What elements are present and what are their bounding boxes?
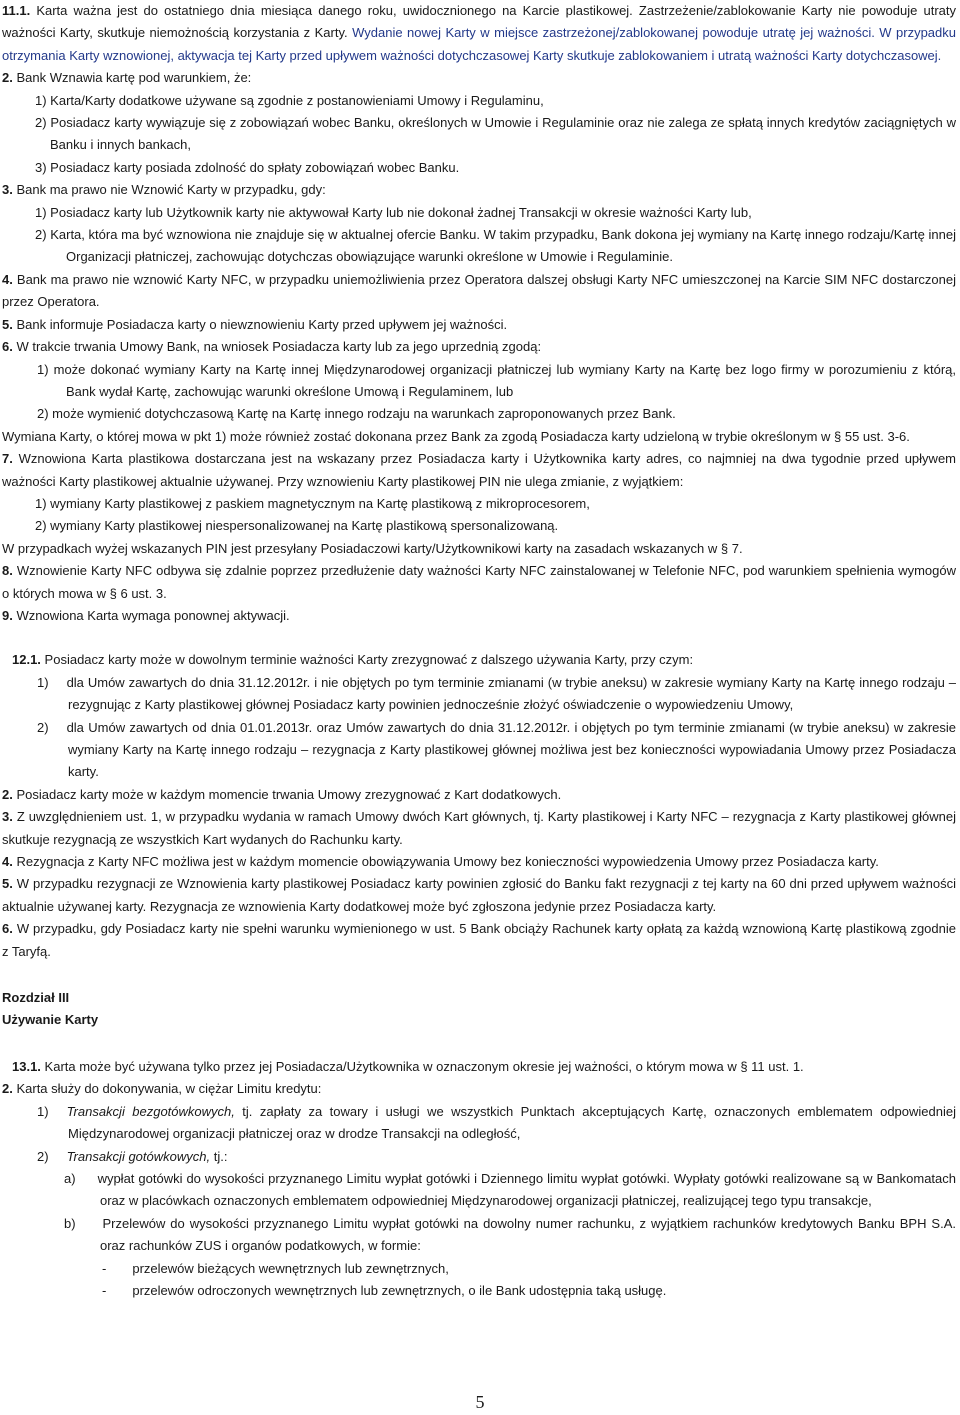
- list-marker: b): [64, 1215, 76, 1231]
- spacer: [2, 627, 956, 649]
- paragraph-number: 5.: [2, 876, 13, 892]
- paragraph-text: Karta może być używana tylko przez jej Posiadacza/Użytkownika w oznaczonym okresie jej ważności, o którym mowa w § 11 ust. 1.: [44, 1058, 804, 1074]
- list-item: 2) Karta, która ma być wznowiona nie znajduje się w aktualnej ofercie Banku. W takim przypadku, Bank dokona jej wymiany na Kartę innego rodzaju/Kartę innej Organizacji płatniczej, zachowując dotychczas obowiązujące warunki określone w Umowie i Regulaminie.: [35, 227, 956, 265]
- list-text: wypłat gotówki do wysokości przyznanego Limitu wypłat gotówki i Dziennego limitu wypłat gotówki. Wypłaty gotówki realizowane są w Bankomatach oraz w placówkach oznaczonych emblematem odpowiedniej Międzynarodowej organizacji płatniczej, realizującej tego typu transakcje,: [97, 1170, 956, 1209]
- list-text: dla Umów zawartych do dnia 31.12.2012r. i nie objętych po tym terminie zmianami (w trybie aneksu) w zakresie wymiany Karty na Kartę innego rodzaju – rezygnując z Karty plastikowej głównej Posiadacz karty powinien jednocześnie złożyć oświadczenie o wypowiedzeniu Umowy,: [66, 674, 956, 713]
- paragraph-number: 8.: [2, 563, 13, 579]
- paragraph-text: Posiadacz karty może w dowolnym terminie ważności Karty zrezygnować z dalszego używania Karty, przy czym:: [44, 652, 694, 668]
- list-marker: -: [102, 1282, 107, 1298]
- paragraph-11-2: [2, 67, 956, 89]
- paragraph-text: Posiadacz karty może w każdym momencie trwania Umowy zrezygnować z Kart dodatkowych.: [16, 786, 562, 802]
- paragraph-text: Rezygnacja z Karty NFC możliwa jest w każdym momencie obowiązywania Umowy bez konieczności wypowiedzenia Umowy przez Posiadacza karty.: [16, 854, 879, 870]
- paragraph-number: 11.1.: [2, 3, 31, 18]
- paragraph-13-1: [2, 1056, 956, 1078]
- paragraph-11-6: [2, 336, 956, 358]
- list-marker: a): [64, 1170, 76, 1186]
- paragraph-12-4: [2, 851, 956, 873]
- list-item: [2, 717, 956, 784]
- dash-list-item: [2, 1280, 956, 1302]
- list-text: Przelewów do wysokości przyznanego Limitu wypłat gotówki na dowolny numer rachunku, z wyjątkiem rachunków kredytowych Banku BPH S.A. oraz rachunków ZUS i organów podatkowych, w formie:: [97, 1215, 956, 1254]
- paragraph-11-7: [2, 448, 956, 493]
- paragraph-text: Bank informuje Posiadacza karty o niewznowieniu Karty przed upływem jej ważności.: [16, 316, 508, 332]
- paragraph-number: 2.: [2, 786, 13, 802]
- paragraph-number: 3.: [2, 182, 13, 198]
- paragraph-text: Bank ma prawo nie wznowić Karty NFC, w przypadku uniemożliwienia przez Operatora dalszej obsługi Karty NFC umieszczonej na Karcie SIM NFC dostarczonej przez Operatora.: [2, 271, 956, 310]
- term-emphasis: Transakcji gotówkowych,: [66, 1148, 211, 1164]
- paragraph-number: 4.: [2, 854, 13, 870]
- paragraph-text: Wznowiona Karta wymaga ponownej aktywacji.: [16, 607, 290, 623]
- paragraph-number: 6.: [2, 339, 13, 355]
- paragraph-text: Wznowienie Karty NFC odbywa się zdalnie poprzez przedłużenie daty ważności Karty NFC zainstalowanej w Telefonie NFC, pod warunkiem spełnienia wymogów o których mowa w § 6 ust. 3.: [2, 563, 956, 601]
- paragraph-number: 7.: [2, 451, 13, 467]
- sub-list-item: [2, 1168, 956, 1213]
- paragraph-text-highlighted: Wydanie nowej Karty w miejsce zastrzeżonej/zablokowanej powoduje utratę jej ważności. W przypadku otrzymania Karty wznowionej, aktywacja tej Karty przed upływem ważności dotychczasowej Karty skutkuje zablokowaniem i utratą ważności Karty dotychczasowej.: [2, 25, 956, 63]
- paragraph-12-5: [2, 873, 956, 918]
- list-item: [2, 1101, 956, 1146]
- paragraph-11-9: [2, 605, 956, 627]
- list-text: tj. zapłaty za towary i usługi we wszystkich Punktach akceptujących Kartę, oznaczonych emblematem odpowiedniej Międzynarodowej organizacji płatniczej oraz w drodze Transakcji na odległość,: [68, 1103, 956, 1142]
- list-item: [2, 672, 956, 717]
- list-item: 1) Posiadacz karty lub Użytkownik karty nie aktywował Karty lub nie dokonał żadnej Transakcji w okresie ważności Karty lub,: [35, 204, 752, 220]
- paragraph-13-2: [2, 1078, 956, 1100]
- paragraph-11-4: [2, 269, 956, 314]
- list-item: 1) Karta/Karty dodatkowe używane są zgodnie z postanowieniami Umowy i Regulaminu,: [35, 92, 544, 108]
- paragraph-number: 5.: [2, 316, 13, 332]
- dash-list-item: [2, 1258, 956, 1280]
- list-item: 2) Posiadacz karty wywiązuje się z zobowiązań wobec Banku, określonych w Umowie i Regulaminie oraz nie zalega ze spłatą innych kredytów zaciągniętych w Banku i innych bankach,: [35, 115, 956, 153]
- paragraph-11-5: [2, 314, 956, 336]
- paragraph-12-2: [2, 784, 956, 806]
- list-item: 2) może wymienić dotychczasową Kartę na Kartę innego rodzaju na warunkach zaproponowanych przez Bank.: [37, 406, 676, 422]
- list-marker: 2): [37, 719, 49, 735]
- paragraph-number: 9.: [2, 607, 13, 623]
- paragraph-text: Bank ma prawo nie Wznowić Karty w przypadku, gdy:: [16, 182, 326, 198]
- list-item: 1) wymiany Karty plastikowej z paskiem magnetycznym na Kartę plastikową z mikroprocesorem,: [35, 495, 590, 511]
- paragraph-number: 2.: [2, 70, 13, 86]
- paragraph-number: 13.1.: [12, 1058, 41, 1074]
- paragraph-text: Wymiana Karty, o której mowa w pkt 1) może również zostać dokonana przez Bank za zgodą Posiadacza karty udzieloną w trybie określonym w § 55 ust. 3-6.: [2, 428, 910, 444]
- paragraph-text: W przypadku, gdy Posiadacz karty nie spełni warunku wymienionego w ust. 5 Bank obciąży Rachunek karty opłatą za każdą wznowioną Kartę plastikową zgodnie z Taryfą.: [2, 921, 956, 959]
- list-text: tj.:: [210, 1148, 228, 1164]
- paragraph-11-3: [2, 179, 956, 201]
- paragraph-11-8: [2, 560, 956, 605]
- page-number: 5: [475, 1392, 485, 1412]
- paragraph-12-3: [2, 806, 956, 851]
- list-text: przelewów bieżących wewnętrznych lub zewnętrznych,: [132, 1260, 449, 1276]
- paragraph-text: Wznowiona Karta plastikowa dostarczana jest na wskazany przez Posiadacza karty i Użytkownika karty adres, co najmniej na dwa tygodnie przed upływem ważności Karty plastikowej aktualnie używanej. Przy wznowieniu Karty plastikowej PIN nie ulega zmianie, z wyjątkiem:: [2, 451, 956, 489]
- list-marker: 2): [37, 1148, 49, 1164]
- list-text: dla Umów zawartych od dnia 01.01.2013r. oraz Umów zawartych do dnia 31.12.2012r. i objętych po tym terminie zmianami (w trybie aneksu) w zakresie wymiany Karty na Kartę innego rodzaju – rezygnacja z Karty plastikowej głównej możliwa jest bez konieczności wypowiadania Umowy przez Posiadacza karty.: [66, 719, 956, 780]
- chapter-number: Rozdział III: [2, 990, 70, 1006]
- list-item: 1) może dokonać wymiany Karty na Kartę innej Międzynarodowej organizacji płatniczej lub wymiany Karty na Kartę bez logo firmy w porozumieniu z którą, Bank wydał Kartę, zachowując warunki określone Umową i Regulaminem, lub: [37, 361, 956, 399]
- list-item: [2, 1146, 956, 1168]
- list-item: 2) wymiany Karty plastikowej niespersonalizowanej na Kartę plastikową spersonalizowaną.: [35, 518, 559, 534]
- paragraph-number: 4.: [2, 271, 13, 287]
- list-text: przelewów odroczonych wewnętrznych lub zewnętrznych, o ile Bank udostępnia taką usługę.: [132, 1282, 667, 1298]
- list-marker: 1): [37, 1103, 49, 1119]
- list-item: 3) Posiadacz karty posiada zdolność do spłaty zobowiązań wobec Banku.: [35, 159, 460, 175]
- paragraph-number: 6.: [2, 921, 13, 937]
- paragraph-text: W przypadkach wyżej wskazanych PIN jest przesyłany Posiadaczowi karty/Użytkownikowi karty na zasadach wskazanych w § 7.: [2, 540, 743, 556]
- paragraph-12-6: [2, 918, 956, 963]
- paragraph-text: Karta ważna jest do ostatniego dnia miesiąca danego roku, uwidocznionego na Karcie plastikowej. Zastrzeżenie/zablokowanie Karty nie powoduje utraty ważności Karty, skutkuje niemożnością korzystania z Karty.: [2, 3, 956, 41]
- spacer: [2, 963, 956, 987]
- paragraph-text: W przypadku rezygnacji ze Wznowienia karty plastikowej Posiadacz karty powinien zgłosić do Banku fakt rezygnacji z tej karty na 60 dni przed upływem ważności aktualnie używanej karty. Rezygnacja ze wznowienia Karty dodatkowej może być zgłoszona jedynie przez Posiadacza karty.: [2, 876, 956, 914]
- spacer: [2, 1032, 956, 1056]
- term-emphasis: Transakcji bezgotówkowych,: [66, 1103, 235, 1119]
- paragraph-text: Bank Wznawia kartę pod warunkiem, że:: [16, 70, 252, 86]
- paragraph-number: 3.: [2, 809, 13, 825]
- paragraph-number: 12.1.: [12, 652, 41, 668]
- paragraph-number: 2.: [2, 1081, 13, 1097]
- paragraph-text: W trakcie trwania Umowy Bank, na wniosek Posiadacza karty lub za jego uprzednią zgodą:: [16, 339, 542, 355]
- paragraph-12-1: [2, 649, 956, 671]
- list-marker: -: [102, 1260, 107, 1276]
- paragraph-text: Karta służy do dokonywania, w ciężar Limitu kredytu:: [16, 1081, 322, 1097]
- paragraph-text: Z uwzględnieniem ust. 1, w przypadku wydania w ramach Umowy dwóch Kart głównych, tj. Karty plastikowej i Karty NFC – rezygnacja z Karty plastikowej głównej skutkuje rezygnacją ze wszystkich Kart wydanych do Rachunku karty.: [2, 809, 956, 847]
- sub-list-item: [2, 1213, 956, 1258]
- list-marker: 1): [37, 674, 49, 690]
- chapter-title: Używanie Karty: [2, 1012, 99, 1028]
- paragraph-11-1: [2, 0, 956, 67]
